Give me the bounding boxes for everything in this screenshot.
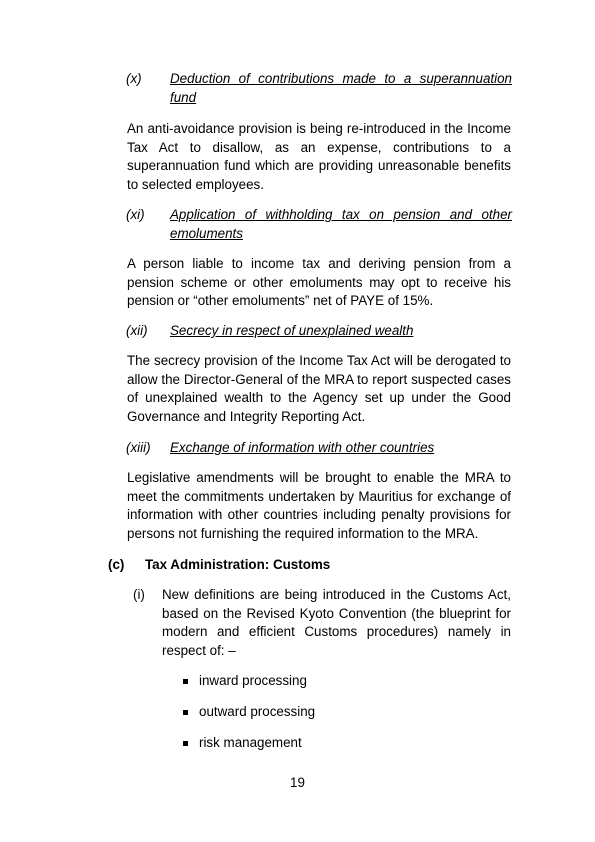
section-x-heading [126,70,512,107]
section-xiii-title: Exchange of information with other countries [170,440,435,455]
section-xiii-heading [126,439,512,458]
item-i-number: (i) [133,587,145,602]
square-bullet-icon [183,741,188,746]
item-i [133,586,511,660]
bullet-item [183,703,315,722]
bullet-text: inward processing [199,673,307,688]
section-xi-heading [126,206,512,243]
section-xii-paragraph: The secrecy provision of the Income Tax Act will be derogated to allow the Director-General of the MRA to report suspected cases of unexplained wealth to the Agency set up under the Good Governance and Integrity Reporting Act. [127,353,511,424]
bullet-text: risk management [199,735,302,750]
section-xiii-number: (xiii) [126,440,151,455]
section-xii-number: (xii) [126,323,148,338]
section-x-number: (x) [126,71,142,86]
section-c-number: (c) [108,557,125,572]
section-xi-paragraph: A person liable to income tax and deriving pension from a pension scheme or other emoluments may opt to receive his pension or “other emoluments” net of PAYE of 15%. [127,256,511,308]
section-c-title: Tax Administration: Customs [145,557,331,572]
page-number: 19 [290,775,305,790]
square-bullet-icon [183,710,188,715]
bullet-item [183,734,302,753]
section-x-title: Deduction of contributions made to a superannuation fund [170,71,512,105]
section-xi-title: Application of withholding tax on pension and other emoluments [170,207,512,241]
section-c-heading [108,556,512,575]
section-xiii-paragraph: Legislative amendments will be brought to enable the MRA to meet the commitments undertaken by Mauritius for exchange of information with other countries including penalty provisions for persons not furnishing the required information to the MRA. [127,470,511,541]
section-xi-number: (xi) [126,207,145,222]
bullet-item [183,672,307,691]
section-xii-title: Secrecy in respect of unexplained wealth [170,323,414,338]
section-x-paragraph: An anti-avoidance provision is being re-introduced in the Income Tax Act to disallow, as an expense, contributions to a superannuation fund which are providing unreasonable benefits to selected employees. [127,121,511,192]
section-xii-heading [126,322,512,341]
item-i-text: New definitions are being introduced in the Customs Act, based on the Revised Kyoto Convention (the blueprint for modern and efficient Customs procedures) namely in respect of: – [162,587,511,658]
bullet-text: outward processing [199,704,316,719]
square-bullet-icon [183,679,188,684]
